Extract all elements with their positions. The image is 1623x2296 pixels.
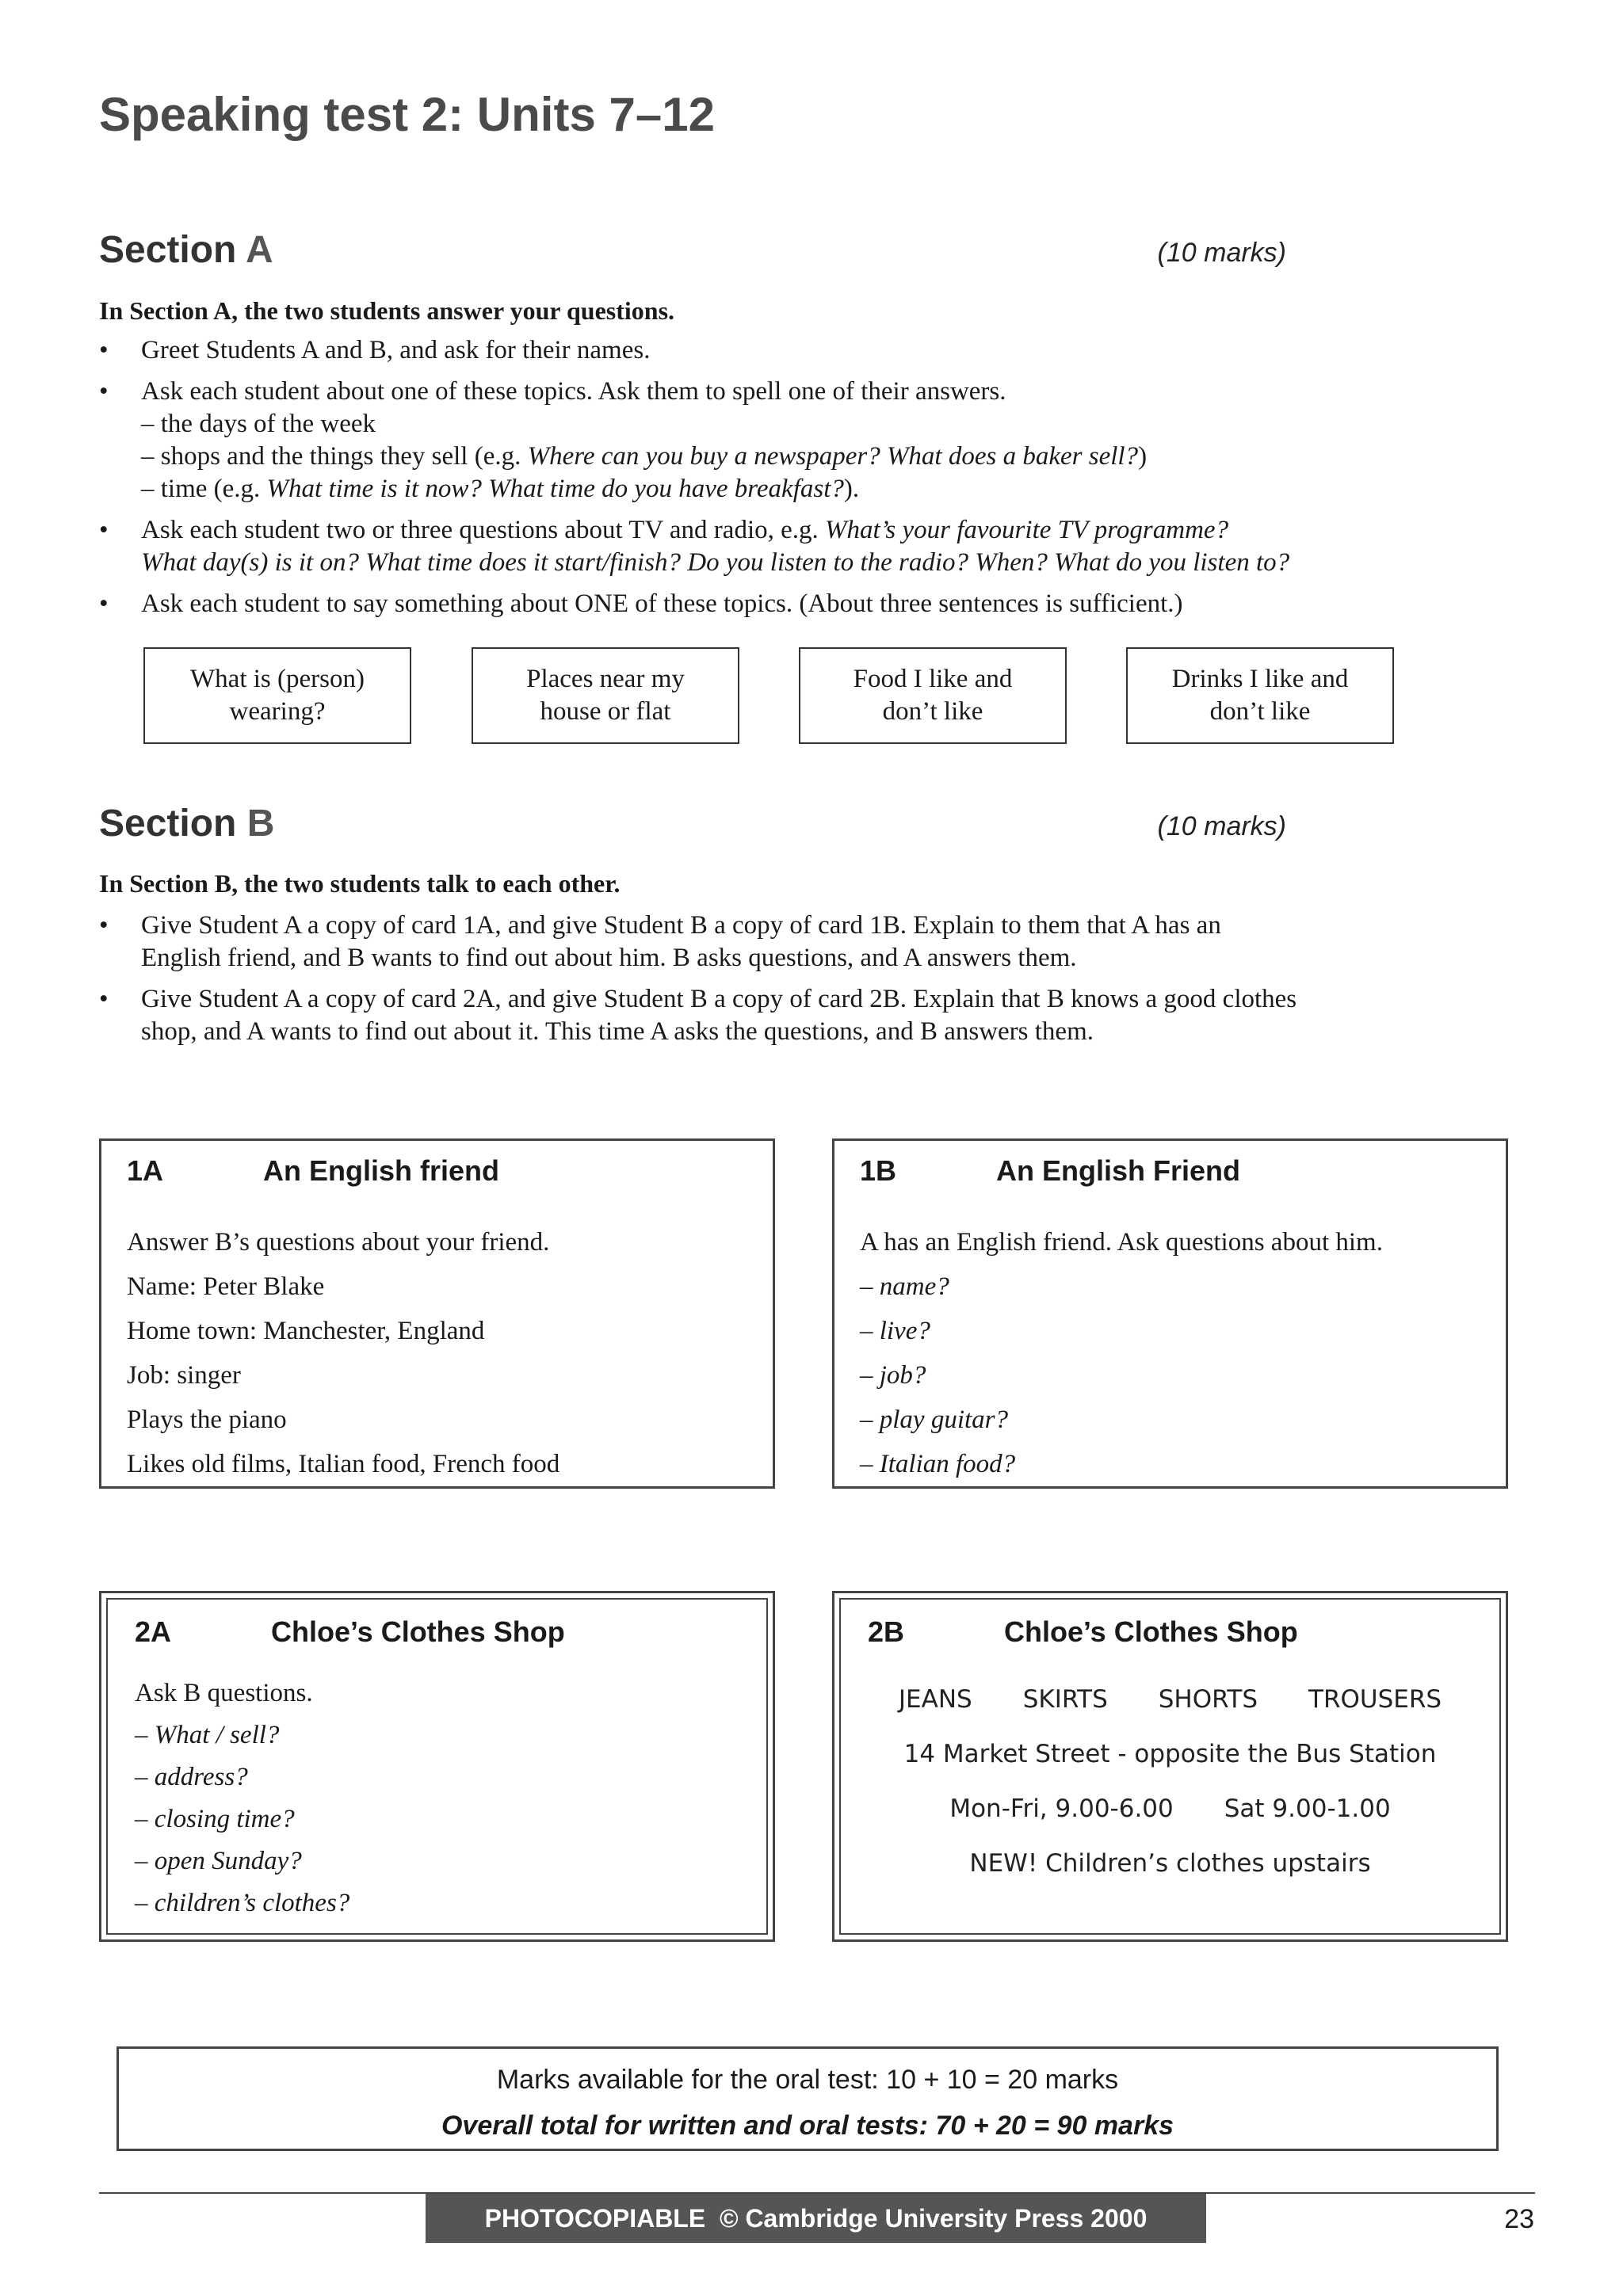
section-b-letter: B [246, 803, 275, 845]
list-item [99, 334, 1510, 367]
card-1b [832, 1138, 1508, 1489]
section-a-marks: (10 marks) [1157, 238, 1286, 268]
card-1b-lines [860, 1220, 1383, 1486]
topic-box: What is (person) wearing? [143, 647, 411, 744]
bullet-text: • Give Student A a copy of card 1A, and give Student B a copy of card 1B. Explain to them that A has an [141, 911, 1221, 940]
question-item: – play guitar? [860, 1405, 1008, 1434]
question-item: – What / sell? [135, 1721, 280, 1749]
card-1a-lines [127, 1220, 559, 1486]
question-item: – open Sunday? [135, 1847, 302, 1875]
shop-item: SHORTS [1158, 1685, 1258, 1714]
section-a-letter: A [245, 229, 273, 271]
shop-item: SKIRTS [1022, 1685, 1108, 1714]
list-item [99, 910, 1510, 974]
bullet-text: • Give Student A a copy of card 2A, and give Student B a copy of card 2B. Explain that B knows a good clothes [141, 985, 1297, 1013]
bullet-text-continued: What day(s) is it on? What time does it start/finish? Do you listen to the radio? When? What do you listen to? [141, 548, 1290, 577]
sub-item: – the days of the week [141, 410, 376, 438]
card-2a-heading: 2A Chloe’s Clothes Shop [135, 1615, 565, 1648]
card-2a [99, 1591, 775, 1942]
question-item: – job? [860, 1361, 926, 1390]
card-line: Answer B’s questions about your friend. [127, 1228, 550, 1257]
card-line: Home town: Manchester, England [127, 1317, 485, 1345]
card-line: Plays the piano [127, 1405, 287, 1434]
question-item: – live? [860, 1317, 930, 1345]
section-a-intro: In Section A, the two students answer your questions. [99, 296, 675, 325]
card-line: Job: singer [127, 1361, 241, 1390]
bullet-text: • Ask each student two or three questions about TV and radio, e.g. What’s your favourite TV programme? [141, 516, 1229, 544]
list-item [99, 376, 1510, 505]
card-1b-heading: 1B An English Friend [860, 1154, 1241, 1187]
section-b-intro: In Section B, the two students talk to each other. [99, 869, 621, 898]
shop-hours [841, 1794, 1499, 1823]
shop-hours-saturday: Sat 9.00-1.00 [1224, 1794, 1391, 1823]
bullet-text: Ask each student to say something about ONE of these topics. (About three sentences is sufficient.) [141, 589, 1183, 618]
sub-item: – time (e.g. What time is it now? What time do you have breakfast?). [141, 475, 860, 503]
bullet-text: Greet Students A and B, and ask for their names. [141, 336, 651, 364]
question-item: – Italian food? [860, 1450, 1016, 1478]
topic-box: Places near my house or flat [472, 647, 739, 744]
sub-item: – shops and the things they sell (e.g. Where can you buy a newspaper? What does a baker sell?) [141, 442, 1148, 471]
shop-item: JEANS [898, 1685, 972, 1714]
card-line: Name: Peter Blake [127, 1272, 325, 1301]
section-b-instructions [99, 910, 1510, 1057]
card-2b-heading: 2B Chloe’s Clothes Shop [868, 1615, 1298, 1648]
shop-note: NEW! Children’s clothes upstairs [969, 1849, 1371, 1878]
bullet-text-continued: English friend, and B wants to find out about him. B asks questions, and A answers them. [141, 944, 1077, 972]
copyright-banner: PHOTOCOPIABLE © Cambridge University Press 2000 [426, 2194, 1206, 2243]
section-b-heading [99, 802, 274, 845]
page-number: 23 [1504, 2204, 1534, 2234]
overall-total-line: Overall total for written and oral tests: 70 + 20 = 90 marks [441, 2111, 1174, 2141]
card-2a-lines [135, 1672, 349, 1924]
page-title: Speaking test 2: Units 7–12 [99, 88, 715, 141]
bullet-text: • Ask each student about one of these topics. Ask them to spell one of their answers. [141, 377, 1006, 406]
shop-items [841, 1685, 1499, 1714]
shop-address: 14 Market Street - opposite the Bus Station [903, 1740, 1437, 1768]
oral-marks-line: Marks available for the oral test: 10 + 10 = 20 marks [496, 2065, 1119, 2095]
section-b-label: Section [99, 803, 237, 845]
question-item: – children’s clothes? [135, 1889, 350, 1917]
section-a-instructions [99, 334, 1510, 629]
shop-hours-weekday: Mon-Fri, 9.00-6.00 [949, 1794, 1174, 1823]
card-line: Ask B questions. [135, 1679, 313, 1707]
card-2b [832, 1591, 1508, 1942]
card-1a-heading: 1A An English friend [127, 1154, 500, 1187]
shop-item: TROUSERS [1308, 1685, 1442, 1714]
card-line: Likes old films, Italian food, French food [127, 1450, 560, 1478]
marks-summary-box [116, 2046, 1499, 2151]
section-a-heading [99, 228, 273, 272]
topic-box: Drinks I like and don’t like [1126, 647, 1394, 744]
question-item: – address? [135, 1763, 248, 1791]
list-item [99, 514, 1510, 579]
card-line: A has an English friend. Ask questions about him. [860, 1228, 1383, 1257]
question-item: – closing time? [135, 1805, 295, 1833]
section-b-marks: (10 marks) [1157, 811, 1286, 841]
section-a-label: Section [99, 229, 237, 271]
list-item [99, 983, 1510, 1048]
card-1a [99, 1138, 775, 1489]
question-item: – name? [860, 1272, 949, 1301]
list-item [99, 588, 1510, 620]
topic-box: Food I like and don’t like [799, 647, 1067, 744]
bullet-text-continued: shop, and A wants to find out about it. This time A asks the questions, and B answers them. [141, 1017, 1094, 1046]
